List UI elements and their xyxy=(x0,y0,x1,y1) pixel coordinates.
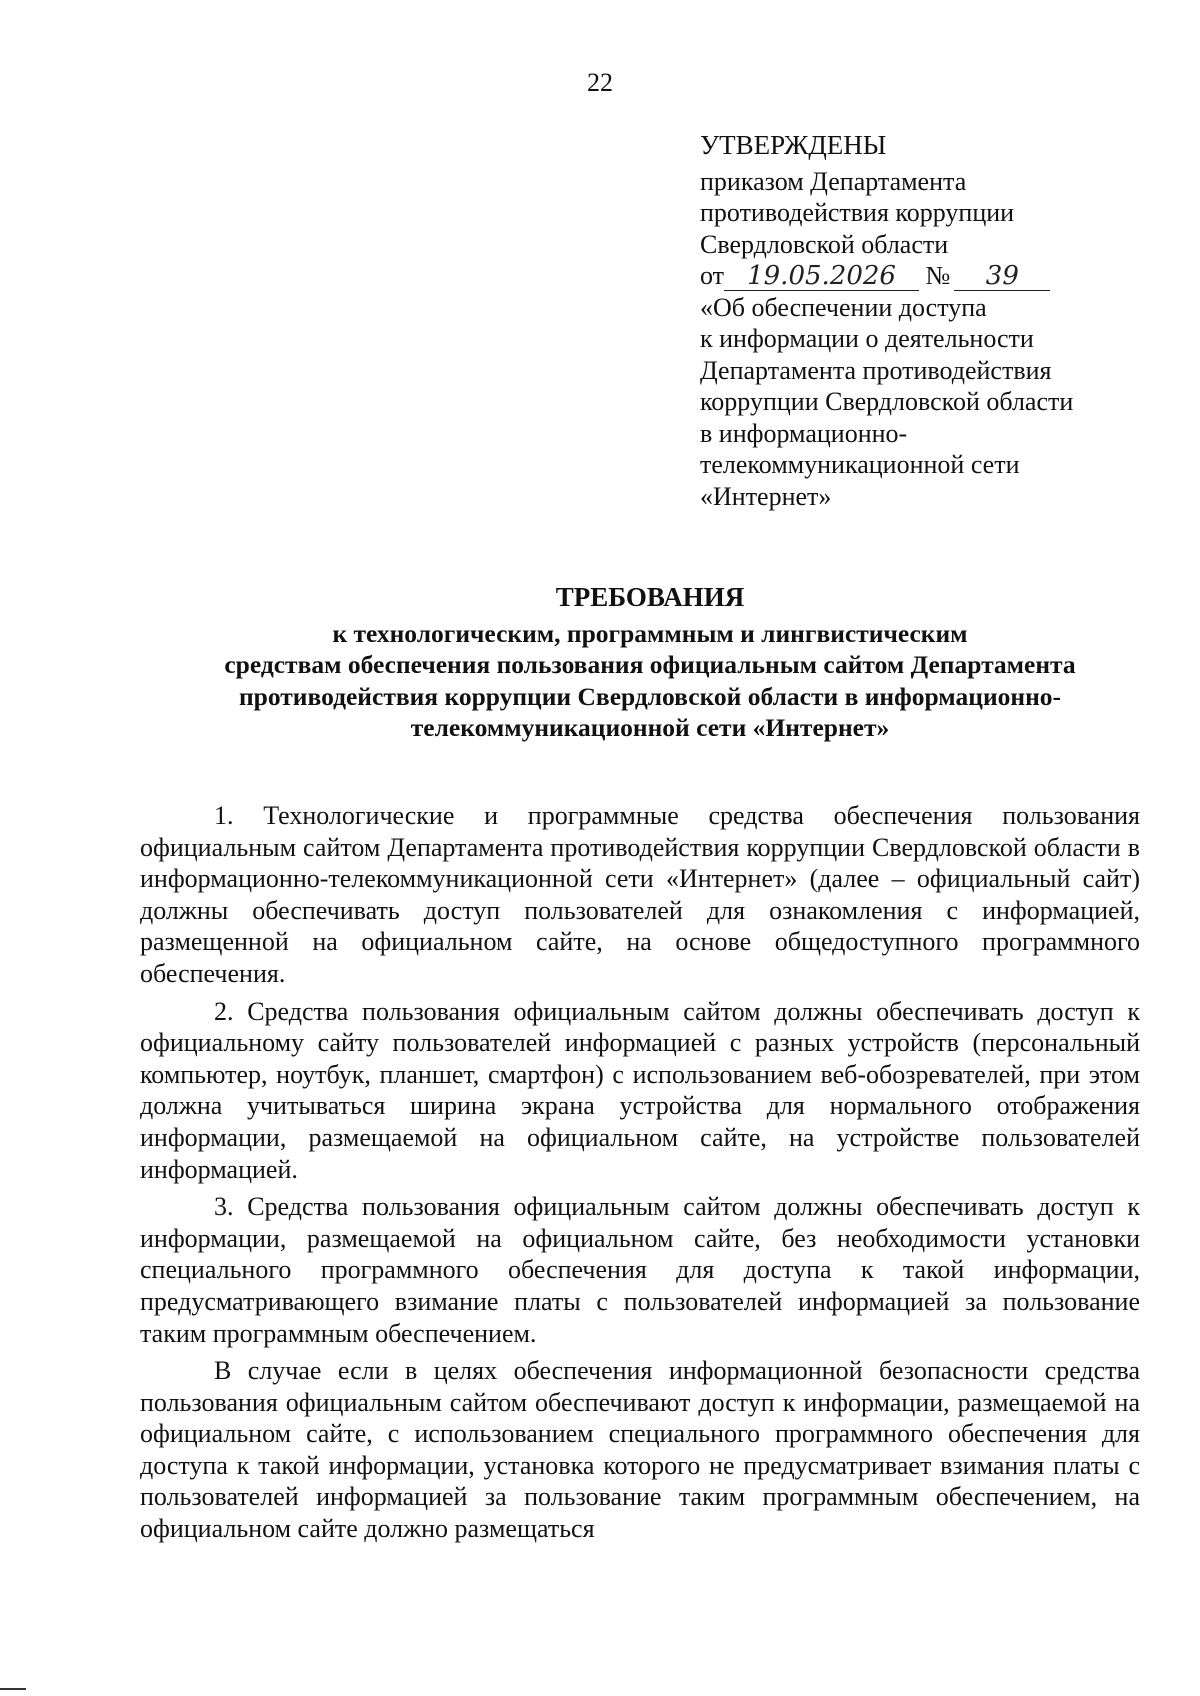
title-line: противодействия коррупции Свердловской области в информационно- xyxy=(238,681,1062,711)
approval-subject-line: в информационно- xyxy=(700,418,908,448)
approval-heading: УТВЕРЖДЕНЫ xyxy=(700,130,887,160)
number-label: № xyxy=(925,261,951,290)
title-line: телекоммуникационной сети «Интернет» xyxy=(410,713,890,742)
approval-stamp-block xyxy=(700,130,1140,512)
approval-subject-line: коррупции Свердловской области xyxy=(700,387,1074,416)
title-main: ТРЕБОВАНИЯ xyxy=(555,582,745,612)
page-number: 22 xyxy=(587,68,613,97)
approval-line-2: противодействия коррупции xyxy=(700,198,1015,227)
approval-subject-line: к информации о деятельности xyxy=(700,324,1034,353)
approval-subject-line: «Об обеспечении доступа xyxy=(700,292,987,322)
paragraph-1: 1. Технологические и программные средства обеспечения пользования официальным сайтом Департамента противодействия коррупции Свердловской области в информационно-телекоммуникационной сети «Интернет» (далее – официальный сайт) должны обеспечивать доступ пользователей для ознакомления с информацией, размещенной на официальном сайте, на основе общедоступного программного обеспечения. xyxy=(140,801,1140,988)
document-body xyxy=(140,800,1140,1551)
paragraph-3: 3. Средства пользования официальным сайтом должны обеспечивать доступ к информации, размещаемой на официальном сайте, без необходимости установки специального программного обеспечения для доступа к такой информации, предусматривающего взимание платы с пользователей информацией за пользование таким программным обеспечением. xyxy=(140,1192,1140,1348)
approval-date-number-line xyxy=(700,260,1140,292)
approval-line-1: приказом Департамента xyxy=(700,166,967,196)
approval-subject-line: «Интернет» xyxy=(700,481,832,511)
title-line: средствам обеспечения пользования официальным сайтом Департамента xyxy=(224,650,1076,679)
paragraph-2: 2. Средства пользования официальным сайтом должны обеспечивать доступ к официальному сайту пользователей информацией с разных устройств (персональный компьютер, ноутбук, планшет, смартфон) с использованием веб-обозревателей, при этом должна учитываться ширина экрана устройства для нормального отображения информации, размещаемой на официальном сайте, на устройстве пользователей информацией. xyxy=(140,996,1140,1184)
approval-subject-line: телекоммуникационной сети xyxy=(700,450,1020,479)
date-prefix: от xyxy=(700,261,725,290)
approval-line-3: Свердловской области xyxy=(700,229,949,259)
handwritten-number: 39 xyxy=(954,262,1050,291)
scan-margin-mark xyxy=(0,1688,26,1690)
handwritten-date: 19.05.2026 xyxy=(724,262,919,291)
document-title xyxy=(140,582,1160,744)
title-line: к технологическим, программным и лингвистическим xyxy=(332,618,968,648)
approval-subject-line: Департамента противодействия xyxy=(700,355,1052,385)
paragraph-4: В случае если в целях обеспечения информационной безопасности средства пользования официальным сайтом обеспечивают доступ к информации, размещаемой на официальном сайте, с использованием специального программного обеспечения для доступа к такой информации, установка которого не предусматривает взимания платы с пользователей информацией за пользование таким программным обеспечением, на официальном сайте должно размещаться xyxy=(140,1356,1140,1544)
